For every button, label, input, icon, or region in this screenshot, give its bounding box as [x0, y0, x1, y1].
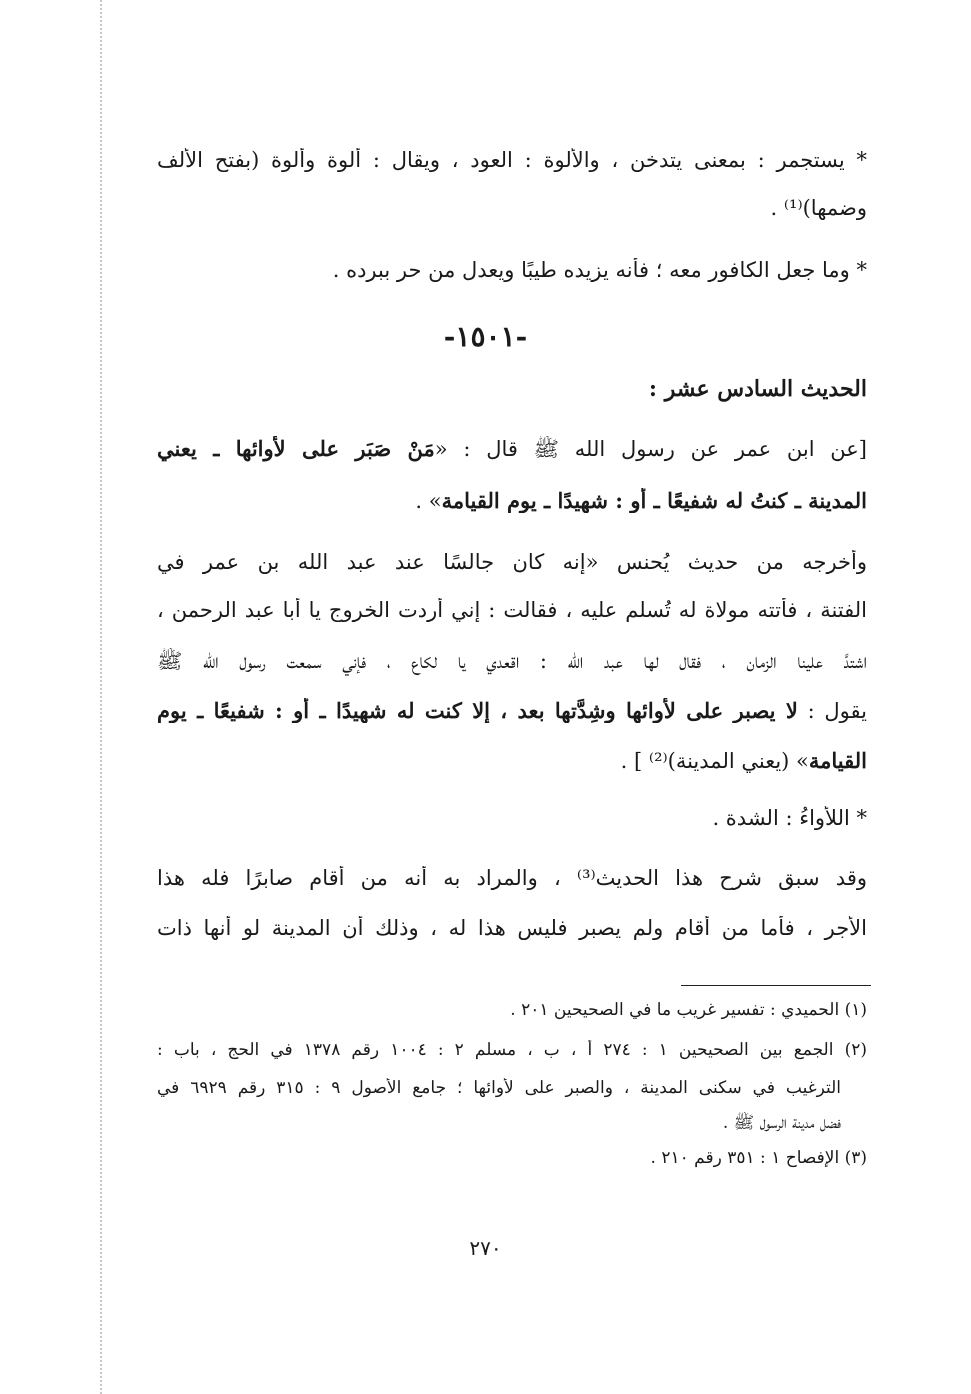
hadith-intro: [عن ابن عمر عن رسول الله ﷺ قال : «: [434, 437, 867, 461]
body-line-12: * اللأواءُ : الشدة .: [712, 806, 867, 830]
hadith-close: » .: [415, 489, 442, 513]
footnote-2-cont-1: الترغيب في سكنى المدينة ، والصبر على لأوائها ؛ جامع الأصول ٩ : ٣١٥ رقم ٦٩٢٩ في: [157, 1078, 841, 1098]
body-line-5: [157, 436, 867, 467]
body-line-14: الأجر ، فأما من أقام ولم يصبر فليس هذا له ، وذلك أن المدينة لو أنها ذات: [157, 916, 867, 940]
narration-close: » (يعني المدينة)⁽²⁾ ] .: [620, 749, 809, 773]
footnote-separator: [681, 985, 871, 986]
body-line-3: * وما جعل الكافور معه ؛ فأنه يزيده طيبًا ويعدل من حر ببرده .: [332, 258, 867, 282]
body-line-7: وأخرجه من حديث يُحنس «إنه كان جالسًا عند عبد الله بن عمر في: [157, 550, 867, 574]
body-line-6: [157, 488, 867, 513]
page-number: ٢٧٠: [469, 1236, 502, 1260]
section-heading: الحديث السادس عشر :: [648, 376, 867, 402]
narration-intro: يقول :: [797, 699, 867, 723]
footnote-3: (٣) الإفصاح ١ : ٣٥١ رقم ٢١٠ .: [650, 1148, 867, 1168]
body-line-8: الفتنة ، فأتته مولاة له تُسلم عليه ، فقالت : إني أردت الخروج يا أبا عبد الرحمن ،: [157, 598, 867, 622]
footnote-2-cont-2: فضل مدينة الرسول ﷺ .: [722, 1113, 841, 1133]
footnote-1: (١) الحميدي : تفسير غريب ما في الصحيحين ٢٠١ .: [510, 1000, 867, 1020]
body-line-11: [157, 748, 867, 773]
binding-margin-dots: [100, 0, 102, 1394]
narration-bold-end: القيامة: [808, 748, 867, 773]
body-line-9: اشتدَّ علينا الزمان ، فقال لها عبد الله : اقعدي يا لكاع ، فإني سمعت رسول الله ﷺ: [157, 649, 867, 673]
hadith-text-bold: مَنْ صَبَر على لأوائها ـ يعني: [157, 436, 435, 461]
body-line-13: وقد سبق شرح هذا الحديث⁽³⁾ ، والمراد به أنه من أقام صابرًا فله هذا: [157, 866, 867, 890]
footnote-2: (٢) الجمع بين الصحيحين ١ : ٢٧٤ أ ، ب ، مسلم ٢ : ١٠٠٤ رقم ١٣٧٨ في الحج ، باب :: [157, 1040, 867, 1060]
body-line-2: وضمها)⁽¹⁾ .: [770, 196, 867, 220]
hadith-number-heading: -١٥٠١-: [443, 320, 528, 353]
body-line-1: * يستجمر : بمعنى يتدخن ، والألوة : العود ، ويقال : ألوة وألوة (بفتح الألف: [157, 148, 867, 172]
narration-bold: لا يصبر على لأوائها وشِدَّتها بعد ، إلا كنت له شهيدًا ـ أو : شفيعًا ـ يوم: [157, 698, 798, 723]
body-line-10: [157, 698, 867, 723]
hadith-text-bold-cont: المدينة ـ كنتُ له شفيعًا ـ أو : شهيدًا ـ يوم القيامة: [441, 488, 867, 513]
